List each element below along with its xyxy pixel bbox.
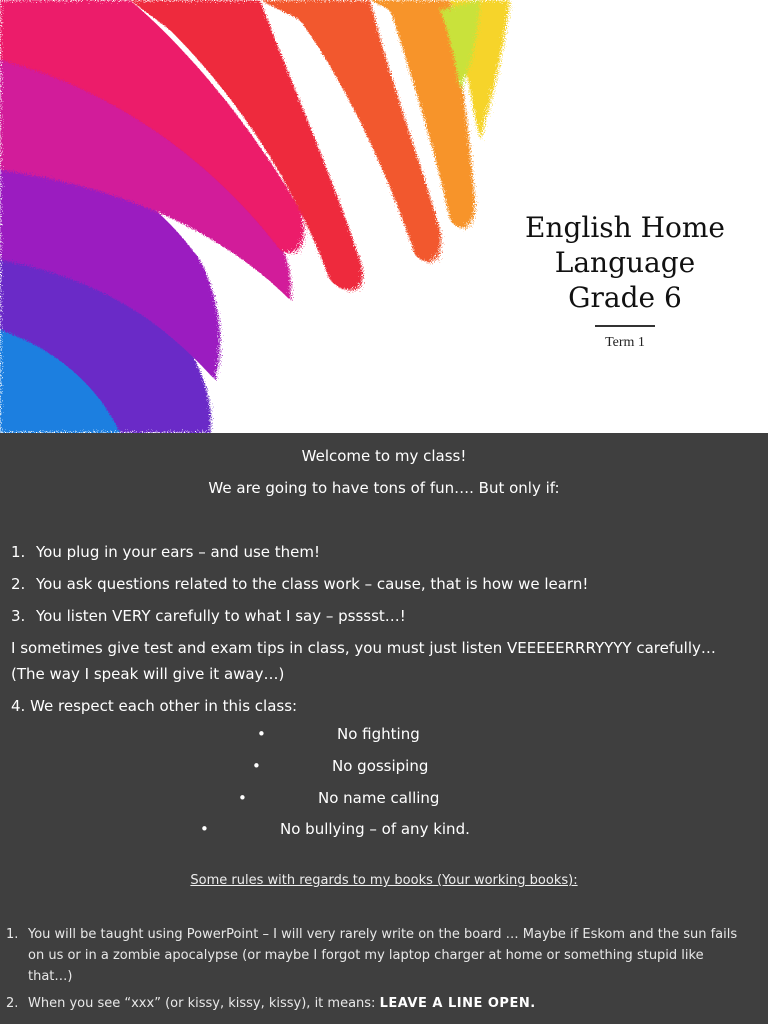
- book-rule-1-number: 1.: [6, 927, 19, 942]
- rule-1-text: You plug in your ears – and use them!: [36, 543, 321, 561]
- rule-3-number: 3.: [11, 607, 26, 625]
- book-rule-1: [6, 924, 746, 987]
- bullet-no-gossiping: [252, 757, 429, 775]
- book-rule-2-number: 2.: [6, 996, 19, 1011]
- bullet-dot: •: [252, 757, 261, 775]
- bullet-dot: •: [238, 789, 247, 807]
- rule-2: [11, 571, 751, 597]
- rule-3-text: You listen VERY carefully to what I say – psssst…!: [36, 607, 406, 625]
- books-rules-heading: Some rules with regards to my books (Your working books):: [190, 873, 578, 888]
- bullet-text: No fighting: [337, 725, 420, 743]
- title-line-2: Language: [554, 246, 696, 279]
- rule-1: [11, 539, 751, 565]
- respect-rule: 4. We respect each other in this class:: [11, 697, 298, 715]
- title-line-3: Grade 6: [568, 281, 682, 314]
- cover-slide: [0, 0, 768, 433]
- book-rule-2-text: When you see “xxx” (or kissy, kissy, kissy), it means:: [28, 996, 376, 1011]
- bullet-text: No bullying – of any kind.: [280, 820, 470, 838]
- bullet-no-name-calling: [238, 789, 440, 807]
- bullet-no-fighting: [257, 725, 420, 743]
- intro-text: We are going to have tons of fun…. But only if:: [208, 479, 560, 497]
- rule-3: [11, 603, 751, 629]
- bullet-no-bullying: [200, 820, 470, 838]
- bullet-text: No name calling: [318, 789, 440, 807]
- title-divider: [595, 325, 655, 327]
- bullet-dot: •: [200, 820, 209, 838]
- title-line-1: English Home: [524, 211, 725, 244]
- class-rules-slide: [0, 433, 768, 1024]
- rule-1-number: 1.: [11, 543, 26, 561]
- book-rule-2: [6, 993, 746, 1014]
- tips-text: I sometimes give test and exam tips in class, you must just listen VEEEEERRRYYYY carefully… (The way I speak will give it away…): [11, 639, 716, 683]
- term-label: Term 1: [605, 335, 645, 350]
- rule-2-text: You ask questions related to the class work – cause, that is how we learn!: [36, 575, 589, 593]
- bullet-dot: •: [257, 725, 266, 743]
- rule-2-number: 2.: [11, 575, 26, 593]
- title-block: [520, 210, 730, 351]
- book-rule-2-emphasis: LEAVE A LINE OPEN.: [379, 996, 536, 1011]
- book-rule-1-text: You will be taught using PowerPoint – I will very rarely write on the board … Maybe if Eskom and the sun fails on us or in a zombie apocalypse (or maybe I forgot my laptop charger at home or something stupid like that…): [28, 927, 738, 984]
- bullet-text: No gossiping: [332, 757, 429, 775]
- welcome-text: Welcome to my class!: [301, 447, 467, 465]
